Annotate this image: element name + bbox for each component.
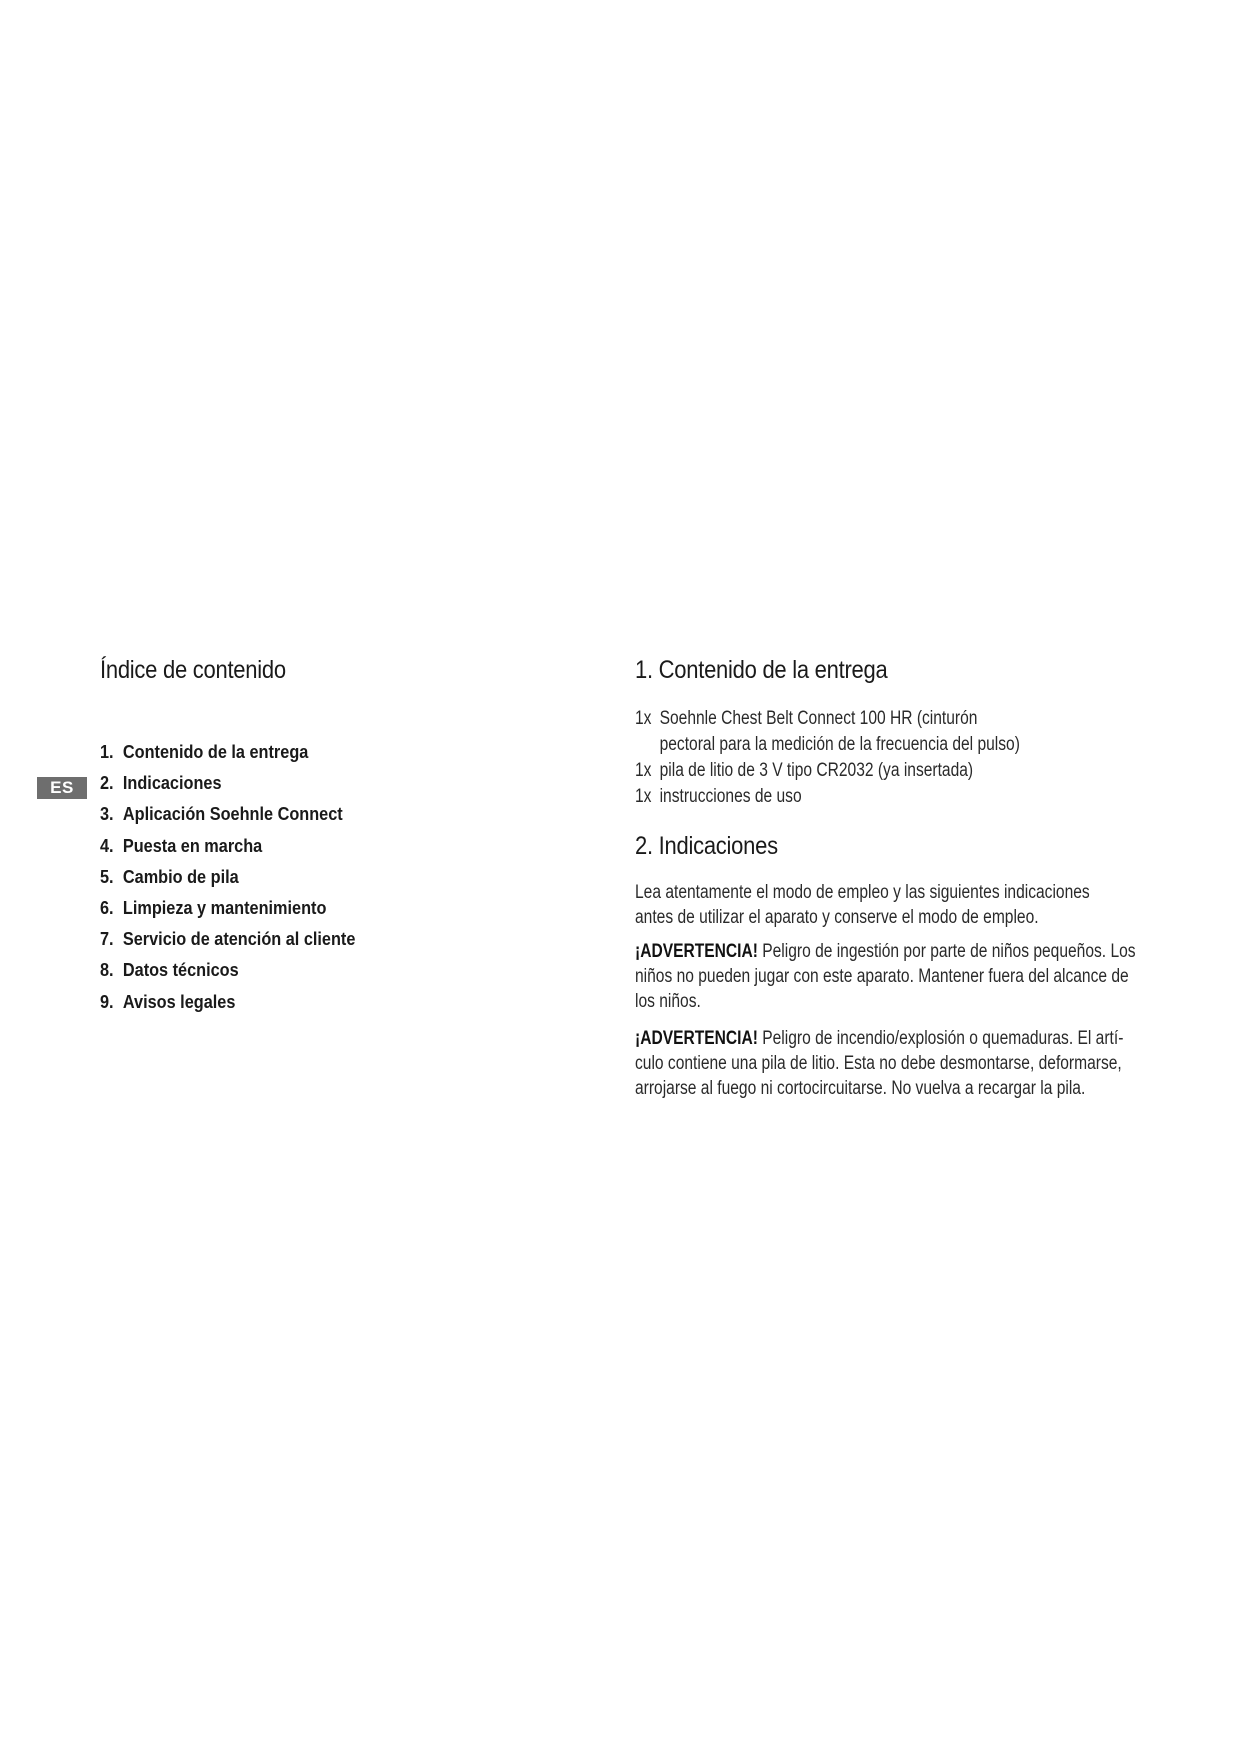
paragraph-line xyxy=(635,939,1136,964)
item-text: instrucciones de uso xyxy=(659,786,802,807)
toc-item[interactable] xyxy=(100,954,355,985)
toc-item-number: 7. xyxy=(100,928,114,950)
toc-item[interactable] xyxy=(100,892,355,923)
item-quantity: 1x xyxy=(635,786,652,807)
toc-item[interactable] xyxy=(100,923,355,954)
toc-title: Índice de contenido xyxy=(100,656,286,684)
toc-item[interactable] xyxy=(100,767,355,798)
toc-item-number: 3. xyxy=(100,803,114,825)
toc-item-label: Contenido de la entrega xyxy=(122,741,309,762)
toc-item-number: 6. xyxy=(100,896,114,918)
toc-item-label: Avisos legales xyxy=(122,990,236,1012)
toc-item-label: Servicio de atención al cliente xyxy=(122,928,356,950)
delivery-contents-list xyxy=(635,706,1104,810)
toc-item-label: Limpieza y mantenimiento xyxy=(122,896,327,918)
toc-list xyxy=(100,736,390,1017)
paragraph-line: arrojarse al fuego ni cortocircuitarse. No vuelva a recargar la pila. xyxy=(635,1078,1086,1099)
paragraph-line: culo contiene una pila de litio. Esta no debe desmontarse, deformarse, xyxy=(635,1053,1122,1074)
item-text: pila de litio de 3 V tipo CR2032 (ya insertada) xyxy=(659,760,974,781)
language-tab: ES xyxy=(37,777,87,799)
section-2-title: 2. Indicaciones xyxy=(635,832,778,860)
item-quantity: 1x xyxy=(635,760,652,781)
toc-item[interactable] xyxy=(100,798,355,829)
warning-ingestion xyxy=(635,939,1241,1014)
toc-item-label: Indicaciones xyxy=(122,772,222,794)
toc-item-label: Puesta en marcha xyxy=(122,834,263,856)
content-column xyxy=(635,656,1155,1099)
paragraph-line: niños no pueden jugar con este aparato. Mantener fuera del alcance de xyxy=(635,966,1129,987)
toc-item-number: 2. xyxy=(100,772,114,794)
toc-item-label: Aplicación Soehnle Connect xyxy=(122,803,343,825)
section-1-title: 1. Contenido de la entrega xyxy=(635,656,888,684)
item-text-continued: pectoral para la medición de la frecuencia del pulso) xyxy=(659,734,1020,755)
toc-item-number: 9. xyxy=(100,990,114,1012)
toc-item-number: 8. xyxy=(100,959,114,981)
toc-item[interactable] xyxy=(100,861,355,892)
warning-text: Peligro de ingestión por parte de niños pequeños. Los xyxy=(757,941,1136,962)
instructions-paragraph xyxy=(635,880,1190,930)
warning-label: ¡ADVERTENCIA! xyxy=(635,941,758,962)
toc-item-number: 4. xyxy=(100,834,114,856)
toc-item[interactable] xyxy=(100,736,355,767)
table-of-contents xyxy=(100,656,560,1012)
toc-item[interactable] xyxy=(100,830,355,861)
toc-item-number: 1. xyxy=(100,741,114,762)
list-item xyxy=(635,706,1020,732)
paragraph-line xyxy=(635,1026,1123,1051)
list-item xyxy=(635,784,1020,810)
item-quantity: 1x xyxy=(635,708,652,729)
warning-label: ¡ADVERTENCIA! xyxy=(635,1028,758,1049)
toc-item-number: 5. xyxy=(100,865,114,887)
paragraph-line: antes de utilizar el aparato y conserve el modo de empleo. xyxy=(635,907,1039,928)
warning-fire xyxy=(635,1026,1231,1101)
paragraph-line: Lea atentamente el modo de empleo y las siguientes indicaciones xyxy=(635,882,1090,903)
toc-item-label: Datos técnicos xyxy=(122,959,239,981)
warning-text: Peligro de incendio/explosión o quemaduras. El artí- xyxy=(757,1028,1124,1049)
list-item xyxy=(635,758,1020,784)
item-text: Soehnle Chest Belt Connect 100 HR (cinturón xyxy=(659,708,978,729)
toc-item[interactable] xyxy=(100,986,355,1017)
toc-item-label: Cambio de pila xyxy=(122,865,239,887)
paragraph-line: los niños. xyxy=(635,991,701,1012)
